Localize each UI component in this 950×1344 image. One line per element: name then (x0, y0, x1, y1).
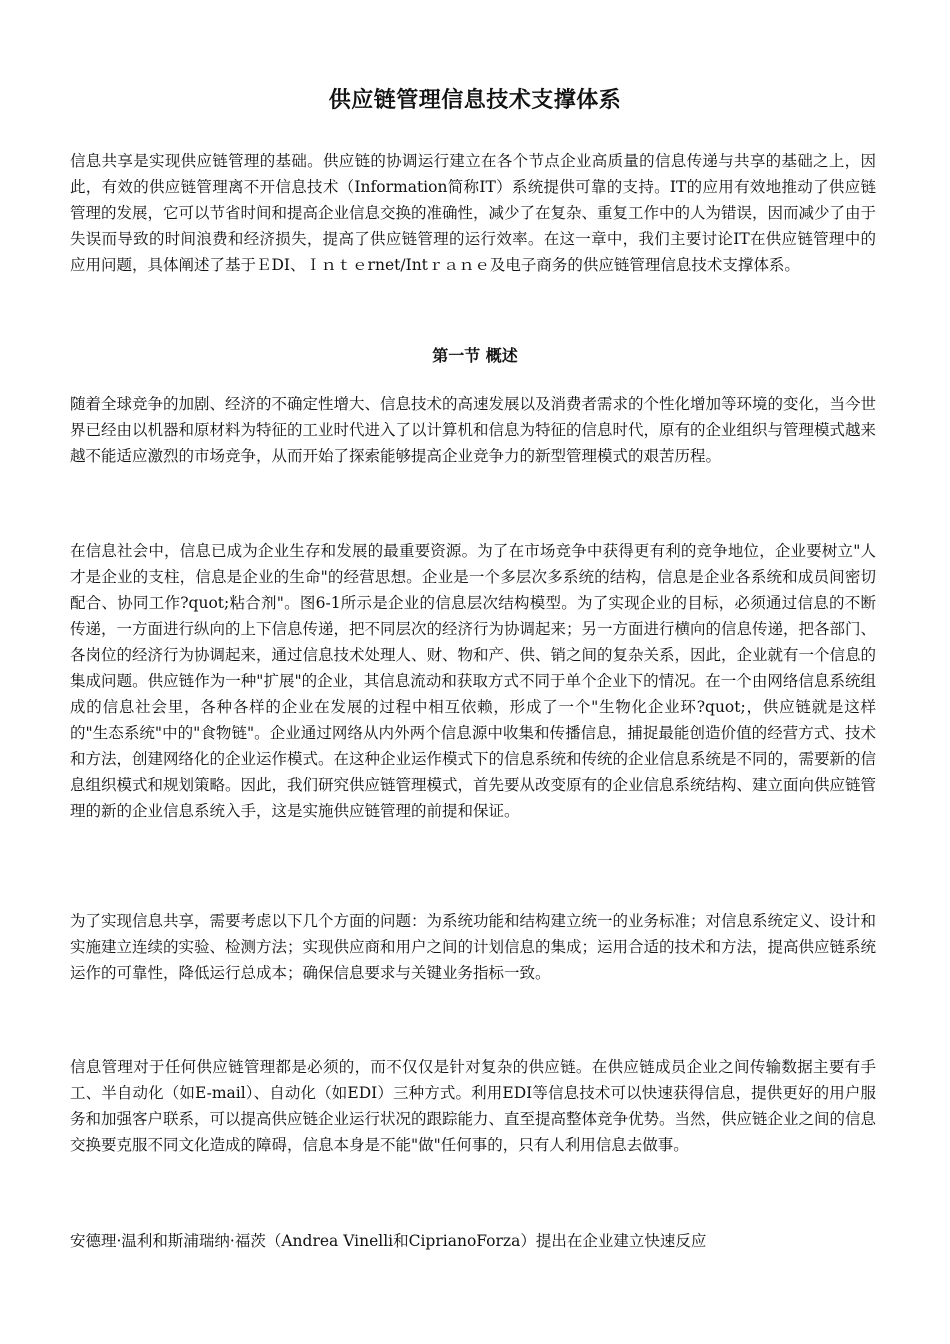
body-paragraph-2: 在信息社会中，信息已成为企业生存和发展的最重要资源。为了在市场竞争中获得更有利的竞争地位，企业要树立"人才是企业的支柱，信息是企业的生命"的经营思想。企业是一个多层次多系统的结构，信息是企业各系统和成员间密切配合、协同工作?quot;粘合剂"。图6-1所示是企业的信息层次结构模型。为了实现企业的目标，必须通过信息的不断传递，一方面进行纵向的上下信息传递，把不同层次的经济行为协调起来；另一方面进行横向的信息传递，把各部门、各岗位的经济行为协调起来，通过信息技术处理人、财、物和产、供、销之间的复杂关系，因此，企业就有一个信息的集成问题。供应链作为一种"扩展"的企业，其信息流动和获取方式不同于单个企业下的情况。在一个由网络信息系统组成的信息社会里，各种各样的企业在发展的过程中相互依赖，形成了一个"生物化企业环?quot;，供应链就是这样的"生态系统"中的"食物链"。企业通过网络从内外两个信息源中收集和传播信息，捕捉最能创造价值的经营方式、技术和方法，创建网络化的企业运作模式。在这种企业运作模式下的信息系统和传统的企业信息系统是不同的，需要新的信息组织模式和规划策略。因此，我们研究供应链管理模式，首先要从改变原有的企业信息系统结构、建立面向供应链管理的新的企业信息系统入手，这是实施供应链管理的前提和保证。 (70, 542, 877, 820)
intro-paragraph: 信息共享是实现供应链管理的基础。供应链的协调运行建立在各个节点企业高质量的信息传递与共享的基础之上，因此，有效的供应链管理离不开信息技术（Information简称IT）系统提供可靠的支持。IT的应用有效地推动了供应链管理的发展，它可以节省时间和提高企业信息交换的准确性，减少了在复杂、重复工作中的人为错误，因而减少了由于失误而导致的时间浪费和经济损失，提高了供应链管理的运行效率。在这一章中，我们主要讨论IT在供应链管理中的应用问题，具体阐述了基于ＥDI、Ｉｎｔｅrnet/Intｒａｎｅ及电子商务的供应链管理信息技术支撑体系。 (70, 152, 877, 274)
body-paragraph-1: 随着全球竞争的加剧、经济的不确定性增大、信息技术的高速发展以及消费者需求的个性化增加等环境的变化，当今世界已经由以机器和原材料为特征的工业时代进入了以计算机和信息为特征的信息时代，原有的企业组织与管理模式越来越不能适应激烈的市场竞争，从而开始了探索能够提高企业竞争力的新型管理模式的艰苦历程。 (70, 395, 877, 465)
body-paragraph-3: 为了实现信息共享，需要考虑以下几个方面的问题：为系统功能和结构建立统一的业务标准；对信息系统定义、设计和实施建立连续的实验、检测方法；实现供应商和用户之间的计划信息的集成；运用合适的技术和方法，提高供应链系统运作的可靠性，降低运行总成本；确保信息要求与关键业务指标一致。 (70, 912, 877, 982)
body-paragraph-5: 安德理·温利和斯浦瑞纳·福茨（Andrea Vinelli和CiprianoForza）提出在企业建立快速反应 (70, 1232, 707, 1250)
section-heading: 第一节 概述 (432, 346, 518, 365)
document-title: 供应链管理信息技术支撑体系 (328, 88, 622, 113)
body-paragraph-4: 信息管理对于任何供应链管理都是必须的，而不仅仅是针对复杂的供应链。在供应链成员企业之间传输数据主要有手工、半自动化（如E-mail）、自动化（如EDI）三种方式。利用EDI等信息技术可以快速获得信息，提供更好的用户服务和加强客户联系，可以提高供应链企业运行状况的跟踪能力、直至提高整体竞争优势。当然，供应链企业之间的信息交换要克服不同文化造成的障碍，信息本身是不能"做"任何事的，只有人利用信息去做事。 (70, 1058, 877, 1154)
